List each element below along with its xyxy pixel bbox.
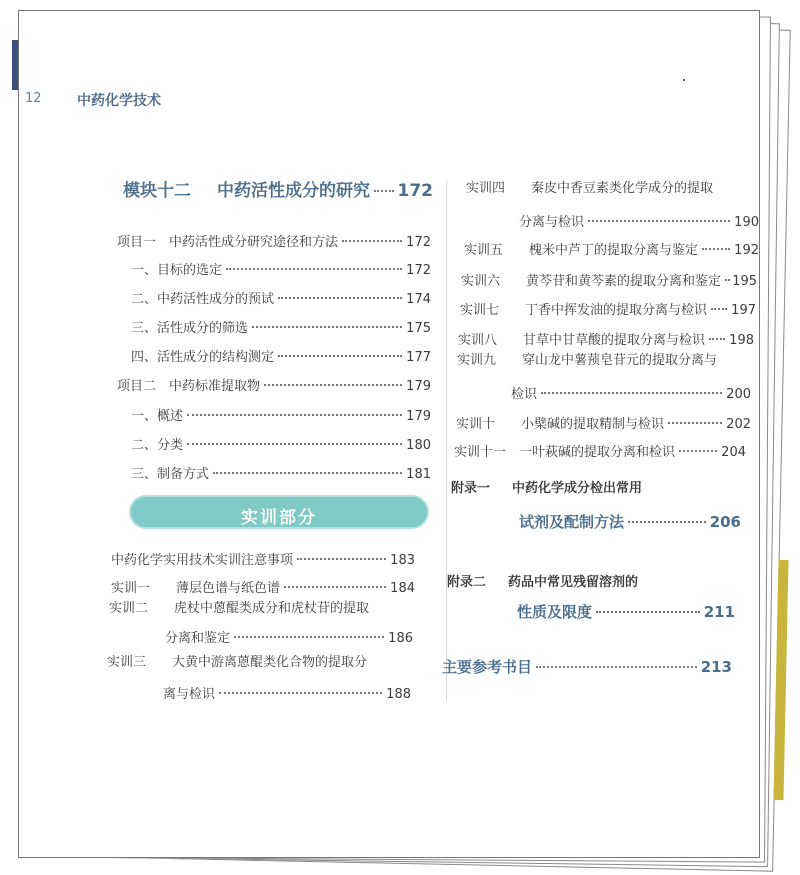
appendix-2-line1: 附录二 药品中常见残留溶剂的 [447, 575, 639, 590]
toc-entry: 实训七 丁香中挥发油的提取分离与检识 197 [460, 303, 756, 318]
toc-entry: 三、活性成分的筛选 175 [131, 321, 431, 336]
toc-entry: 实训六 黄芩苷和黄芩素的提取分离和鉴定 195 [461, 274, 757, 289]
toc-entry-line2: 检识 200 [511, 387, 751, 402]
toc-entry: 中药化学实用技术实训注意事项 183 [111, 553, 415, 568]
module-heading [123, 176, 433, 201]
toc-entry: 一、概述 179 [131, 409, 431, 424]
toc-entry: 二、中药活性成分的预试 174 [131, 292, 431, 307]
toc-entry-line2: 分离与检识 190 [519, 215, 759, 230]
toc-entry: 一、目标的选定 172 [131, 263, 431, 278]
section-banner [129, 495, 429, 529]
toc-entry: 实训十 小檗碱的提取精制与检识 202 [456, 417, 751, 432]
book-title: 中药化学技术 [77, 93, 161, 109]
toc-entry-line1: 实训三 大黄中游离蒽醌类化合物的提取分 [107, 655, 368, 670]
speck [683, 79, 685, 81]
appendix-1-line2: 试剂及配制方法 206 [519, 513, 741, 531]
toc-entry: 三、制备方式 181 [131, 467, 431, 482]
toc-entry: 实训八 甘草中甘草酸的提取分离与检识 198 [458, 333, 754, 348]
toc-entry: 实训一 薄层色谱与纸色谱 184 [111, 581, 415, 596]
toc-entry-line1: 实训二 虎杖中蒽醌类成分和虎杖苷的提取 [109, 601, 370, 616]
toc-entry-line2: 离与检识 188 [163, 687, 411, 702]
section-banner-label: 实训部分 [241, 508, 317, 528]
references-entry: 主要参考书目 213 [442, 658, 732, 676]
toc-entry: 四、活性成分的结构测定 177 [131, 350, 431, 365]
toc-entry-line1: 实训四 秦皮中香豆素类化学成分的提取 [466, 181, 714, 196]
appendix-1-line1: 附录一 中药化学成分检出常用 [451, 481, 643, 496]
page-number: 12 [25, 91, 42, 106]
toc-entry: 二、分类 180 [131, 438, 431, 453]
appendix-2-line2: 性质及限度 211 [517, 603, 735, 621]
module-label: 模块十二 [123, 181, 191, 201]
column-divider [446, 181, 447, 701]
toc-entry: 实训十一 一叶萩碱的提取分离和检识 204 [454, 445, 746, 460]
toc-entry-line2: 分离和鉴定 186 [165, 631, 413, 646]
toc-page [18, 10, 760, 858]
module-page: 172 [397, 181, 433, 201]
toc-entry: 项目一 中药活性成分研究途径和方法 172 [117, 235, 431, 250]
toc-entry: 项目二 中药标准提取物 179 [117, 379, 431, 394]
toc-entry-line1: 实训九 穿山龙中薯蓣皂苷元的提取分离与 [457, 353, 718, 368]
toc-entry: 实训五 槐米中芦丁的提取分离与鉴定 192 [464, 243, 759, 258]
module-title: 中药活性成分的研究 [217, 181, 370, 201]
